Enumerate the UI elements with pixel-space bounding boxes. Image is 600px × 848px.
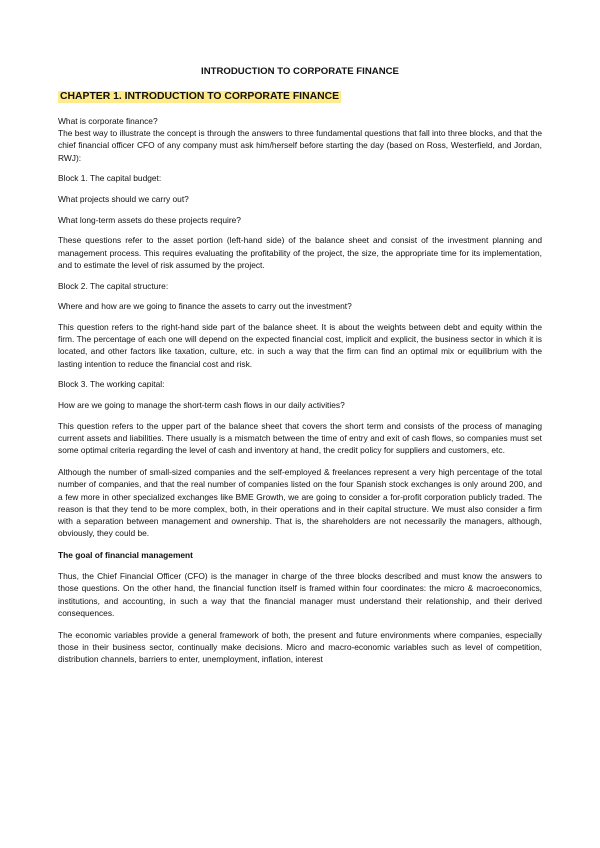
block1-paragraph: These questions refer to the asset portion (left-hand side) of the balance sheet and consist of the investment planning and management process. This requires evaluating the profitability of the project, the size, the appropriate time for its implementation, and to estimate the level of risk assumed by the project. <box>58 235 542 270</box>
intro-block <box>58 115 542 164</box>
block2-question: Where and how are we going to finance the assets to carry out the investment? <box>58 301 352 312</box>
scope-paragraph: Although the number of small-sized companies and the self-employed & freelances represent a very high percentage of the total number of companies, and that the real number of companies listed on the four Spanish stock exchanges is only around 200, and a few more in other specialized exchanges like BME Growth, we are going to consider a for-profit corporation publicly traded. The reason is that they tend to be more complex, both, in their operations and in their capital structure. We must also consider a firm with a separation between management and ownership. That is, the shareholders are not necessarily the managers, although, obviously, they could be. <box>58 467 542 539</box>
intro-paragraph: The best way to illustrate the concept is through the answers to three fundamental questions that fall into three blocks, and that the chief financial officer CFO of any company must ask him/herself before starting the day (based on Ross, Westerfield, and Jordan, RWJ): <box>58 128 542 163</box>
intro-question: What is corporate finance? <box>58 116 158 126</box>
block2-paragraph: This question refers to the right-hand side part of the balance sheet. It is about the weights between debt and equity within the firm. The percentage of each one will depend on the expected financial cost, implicit and explicit, the business sector in which it is located, and other factors like taxation, culture, etc. in such a way that the firm can find an optimal mix or equilibrium with the lasting intention to reduce the financial cost and risk. <box>58 321 542 369</box>
block2-heading: Block 2. The capital structure: <box>58 280 169 291</box>
block3-heading: Block 3. The working capital: <box>58 379 165 390</box>
block1-heading: Block 1. The capital budget: <box>58 173 162 184</box>
block3-paragraph: This question refers to the upper part of the balance sheet that covers the short term and consists of the process of managing current assets and liabilities. There usually is a mismatch between the time of entry and exit of cash flows, so companies must set some optimal criteria regarding the level of cash and inventory at hand, the credit policy for suppliers and customers, etc. <box>58 420 542 456</box>
goal-heading: The goal of financial management <box>58 550 193 561</box>
chapter-heading-row <box>58 86 542 115</box>
economic-paragraph: The economic variables provide a general framework of both, the present and future environments where companies, especially those in their business sector, continually make decisions. Micro and macro-economic variables such as level of competition, distribution channels, barriers to enter, unemployment, inflation, interest <box>58 630 542 665</box>
document-title: INTRODUCTION TO CORPORATE FINANCE <box>201 66 399 77</box>
block1-question-1: What projects should we carry out? <box>58 194 189 205</box>
block3-question: How are we going to manage the short-term cash flows in our daily activities? <box>58 399 345 410</box>
chapter-heading: CHAPTER 1. INTRODUCTION TO CORPORATE FINANCE <box>60 91 340 102</box>
goal-paragraph: Thus, the Chief Financial Officer (CFO) is the manager in charge of the three blocks described and must know the answers to those questions. On the other hand, the financial function itself is framed within four coordinates: the micro & macroeconomics, institutions, and accounting, in such a way that the financial manager must understand their relationship, and their derived consequences. <box>58 571 542 618</box>
block1-question-2: What long-term assets do these projects require? <box>58 214 241 225</box>
